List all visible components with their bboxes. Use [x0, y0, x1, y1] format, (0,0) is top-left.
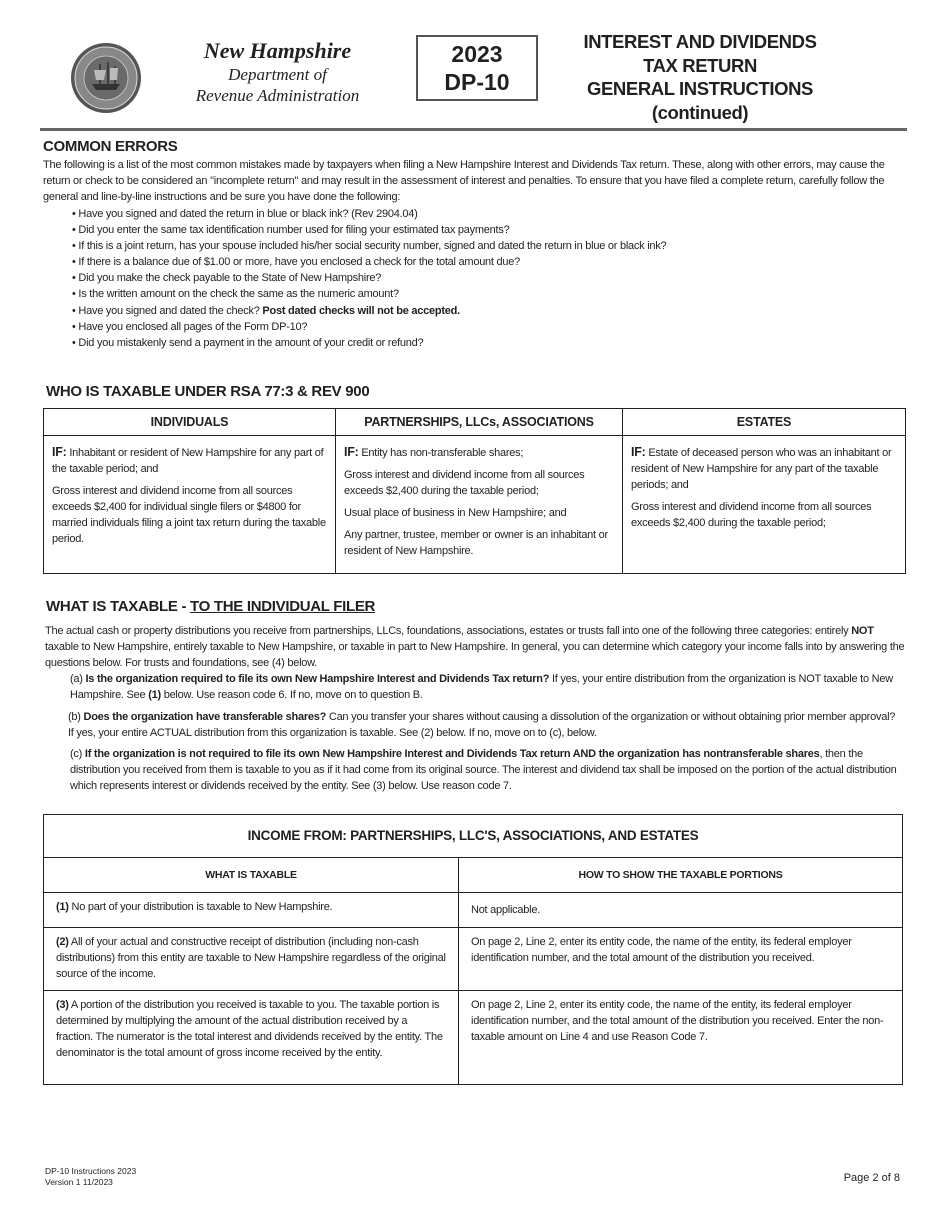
- list-item: • Did you mistakenly send a payment in the amount of your credit or refund?: [72, 336, 424, 349]
- individuals-cell: [44, 436, 336, 574]
- dept-line-1: Department of: [228, 65, 327, 84]
- condition: [631, 444, 897, 493]
- table-caption-row: [44, 815, 903, 858]
- heading-text: WHAT IS TAXABLE -: [46, 598, 191, 615]
- cell-text: All of your actual and constructive receipt of distribution (including non-cash distributions) from this entity are taxable to New Hampshire regardless of the original source of the income.: [56, 936, 446, 980]
- row-number: (3): [56, 999, 69, 1011]
- list-item-bold: Post dated checks will not be accepted.: [262, 304, 460, 317]
- footer-version: [45, 1166, 136, 1188]
- footer-line: Version 1 11/2023: [45, 1177, 113, 1187]
- question-b: [68, 709, 903, 741]
- form-id-box: [416, 35, 538, 101]
- condition: Gross interest and dividend income from all sources exceeds $2,400 during the taxable period;: [631, 501, 872, 529]
- page-number: Page 2 of 8: [843, 1172, 900, 1184]
- how-cell: On page 2, Line 2, enter its entity code, the name of the entity, its federal employer identification number, and the total amount of the distribution you received. Enter the non-taxable amount on Line 4 and use Reason Code 7.: [459, 991, 903, 1085]
- if-label: IF:: [52, 445, 67, 459]
- what-cell: [44, 991, 459, 1085]
- condition: Gross interest and dividend income from all sources exceeds $2,400 during the taxable period;: [344, 469, 585, 497]
- what-cell: [44, 928, 459, 991]
- condition: Usual place of business in New Hampshire; and: [344, 507, 567, 519]
- list-item: • Have you signed and dated the return in blue or black ink? (Rev 2904.04): [72, 208, 418, 220]
- common-errors-list: [72, 206, 666, 351]
- question-label: (c): [70, 748, 85, 760]
- question-bold: Does the organization have transferable shares?: [83, 711, 327, 723]
- if-label: IF:: [631, 445, 646, 459]
- dept-line-2: Revenue Administration: [195, 86, 360, 105]
- form-year: 2023: [451, 41, 503, 67]
- column-header: WHAT IS TAXABLE: [44, 858, 459, 893]
- cell-text: A portion of the distribution you received is taxable to you. The taxable portion is determined by multiplying the amount of the actual distribution received by a fraction. The numerator is the total interest and dividends received by the entity. The denominator is the total amount of gross income received by the entity.: [56, 999, 443, 1059]
- list-item: • If this is a joint return, has your spouse included his/her social security number, signed and dated the return in blue or black ink?: [72, 240, 667, 253]
- department-name: [170, 38, 385, 106]
- how-cell: On page 2, Line 2, enter its entity code, the name of the entity, its federal employer identification number, and the total amount of the distribution you received.: [459, 928, 903, 991]
- what-cell: [44, 893, 459, 928]
- question-label: (a): [70, 673, 86, 685]
- question-c: [70, 746, 905, 794]
- question-label: (b): [68, 711, 84, 723]
- list-item-text: • Have you signed and dated the check?: [72, 304, 263, 317]
- question-text: below. Use reason code 6. If no, move on to question B.: [160, 689, 423, 701]
- intro-text: The actual cash or property distributions you receive from partnerships, LLCs, foundations, associations, estates or trusts fall into one of the following three categories: entirely: [45, 625, 852, 637]
- table-header-row: [44, 409, 906, 436]
- who-taxable-heading: WHO IS TAXABLE UNDER RSA 77:3 & REV 900: [46, 383, 370, 400]
- who-taxable-table: [43, 408, 906, 574]
- footer-line: DP-10 Instructions 2023: [45, 1166, 137, 1176]
- table-title: INCOME FROM: PARTNERSHIPS, LLC'S, ASSOCIATIONS, AND ESTATES: [44, 815, 903, 858]
- intro-text: taxable to New Hampshire, entirely taxable to New Hampshire, or taxable in part to New Hampshire. In general, you can determine which category your income falls into by answering the questions below. For trusts and foundations, see (4) below.: [45, 641, 905, 669]
- list-item: • Have you enclosed all pages of the Form DP-10?: [72, 320, 308, 333]
- list-item: • If there is a balance due of $1.00 or more, have you enclosed a check for the total amount due?: [72, 256, 521, 269]
- condition: [52, 444, 327, 477]
- table-row: [44, 928, 903, 991]
- condition-text: Estate of deceased person who was an inhabitant or resident of New Hampshire for any part of the taxable periods; and: [631, 447, 892, 491]
- state-seal-logo: [70, 42, 142, 114]
- question-text: Can you transfer your shares without causing a dissolution of the organization or without obtaining prior member approval? If yes, your entire ACTUAL distribution from this organization is taxable. See (2) below. If no, move on to (c), below.: [68, 711, 896, 739]
- row-number: (2): [56, 936, 69, 948]
- table-row: [44, 893, 903, 928]
- list-item: [72, 303, 666, 319]
- row-number: (1): [56, 901, 69, 913]
- income-table: [43, 814, 903, 1085]
- title-line: (continued): [651, 101, 749, 123]
- partnerships-cell: [336, 436, 623, 574]
- question-text: , then the distribution you received from them is taxable to you as if it had come from its original source. The interest and dividend tax shall be imposed on the portion of the actual distribution which represents interest or dividends received by the entity. See (3) below. Use reason code 7.: [70, 748, 897, 792]
- question-bold: Is the organization required to file its own New Hampshire Interest and Dividends Tax return?: [85, 673, 550, 685]
- title-line: GENERAL INSTRUCTIONS: [586, 78, 813, 99]
- list-item: • Did you make the check payable to the State of New Hampshire?: [72, 272, 382, 285]
- condition: Gross interest and dividend income from all sources exceeds $2,400 for individual single filers or $4800 for married individuals filing a joint tax return during the taxable period.: [52, 485, 326, 545]
- state-name: New Hampshire: [203, 38, 352, 63]
- common-errors-intro: The following is a list of the most common mistakes made by taxpayers when filing a New Hampshire Interest and Dividends Tax return. These, along with other errors, may cause the return or check to be considered an "incomplete return" and may result in the assessment of interest and penalties. To ensure that you have filed a complete return, carefully follow the general and line-by-line instructions and be sure you have done the following:: [43, 159, 885, 203]
- estates-cell: [623, 436, 906, 574]
- form-number: DP-10: [444, 69, 510, 95]
- how-cell: Not applicable.: [459, 893, 903, 928]
- heading-underlined: TO THE INDIVIDUAL FILER: [190, 598, 376, 615]
- question-bold: If the organization is not required to file its own New Hampshire Interest and Dividends Tax return AND the organization has nontransferable shares: [84, 748, 820, 760]
- column-header: ESTATES: [623, 409, 906, 436]
- title-line: INTEREST AND DIVIDENDS: [583, 31, 817, 52]
- column-header: HOW TO SHOW THE TAXABLE PORTIONS: [459, 858, 903, 893]
- table-row: [44, 991, 903, 1085]
- header-divider: [40, 128, 907, 131]
- table-header-row: [44, 858, 903, 893]
- question-text: If yes, your entire distribution from the organization is NOT taxable to New Hampshire. See: [70, 673, 893, 701]
- intro-bold: NOT: [851, 625, 874, 637]
- what-taxable-intro: [45, 623, 907, 671]
- column-header: PARTNERSHIPS, LLCs, ASSOCIATIONS: [336, 409, 623, 436]
- what-taxable-heading: [46, 598, 375, 615]
- column-header: INDIVIDUALS: [44, 409, 336, 436]
- list-item: • Is the written amount on the check the same as the numeric amount?: [72, 288, 399, 301]
- title-line: TAX RETURN: [643, 54, 757, 76]
- common-errors-heading: COMMON ERRORS: [43, 138, 178, 155]
- cell-text: No part of your distribution is taxable to New Hampshire.: [68, 901, 333, 913]
- condition: [344, 444, 614, 461]
- question-a: [70, 671, 905, 703]
- table-row: [44, 436, 906, 574]
- condition-text: Entity has non-transferable shares;: [358, 447, 524, 459]
- list-item: • Did you enter the same tax identification number used for filing your estimated tax payments?: [72, 224, 510, 237]
- question-ref: (1): [148, 689, 161, 701]
- if-label: IF:: [344, 445, 359, 459]
- condition-text: Inhabitant or resident of New Hampshire for any part of the taxable period; and: [52, 447, 324, 475]
- condition: Any partner, trustee, member or owner is an inhabitant or resident of New Hampshire.: [344, 529, 608, 557]
- page-title: [560, 30, 840, 124]
